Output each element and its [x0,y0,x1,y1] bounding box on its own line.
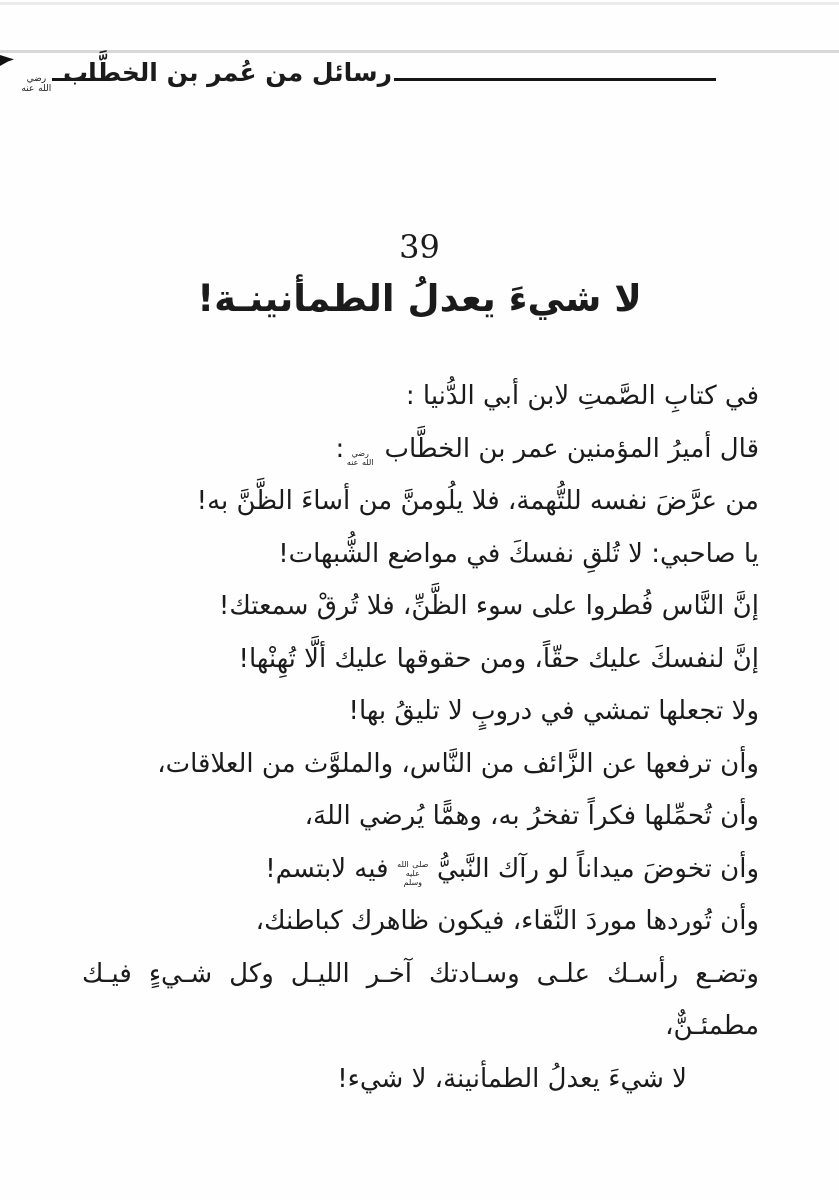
body-text-segment: ولا تجعلها تمشي في دروبٍ لا تليقُ بها! [348,696,759,726]
body-text-segment: قال أميرُ المؤمنين عمر بن الخطَّاب [376,433,759,464]
body-text-segment: إنَّ النَّاس فُطروا على سوء الظَّنِّ، فلا تُرقْ سمعتك! [218,591,759,621]
body-text-segment: فيه لابتسم! [265,853,397,884]
body-text-segment: من عرَّضَ نفسه للتُّهمة، فلا يلُومنَّ من أساءَ الظَّنَّ به! [196,486,759,516]
body-line [82,580,759,633]
body-line [82,1000,759,1053]
body-line [82,633,759,686]
body-text-segment: وأن تُحمِّلها فكراً تفخرُ به، وهمًّا يُرضي اللهَ، [304,801,759,831]
body-line [82,738,759,791]
chapter-number: 39 [399,228,440,266]
body-text-segment: في كتابِ الصَّمتِ لابن أبي الدُّنيا : [405,381,759,411]
body-text-segment: وأن تُوردها موردَ النَّقاء، فيكون ظاهرك كباطنك، [255,906,759,936]
honorific-symbol: صلى الله عليه وسلم [397,859,429,887]
body-line [82,948,759,1001]
body-line [82,1053,759,1106]
book-title [21,52,392,95]
body-line [82,370,759,423]
honorific-symbol: رضي الله عنه [346,448,374,467]
body-text-segment: إنَّ لنفسكَ عليك حقّاً، ومن حقوقها عليك ألَّا تُهِنْها! [238,643,759,674]
body-text-segment: يا صاحبي: لا تُلقِ نفسكَ في مواضع الشُّبهات! [278,538,759,569]
body-text-segment: وأن ترفعها عن الزَّائف من النَّاس، والملوَّث من العلاقات، [157,748,759,779]
body-text-segment: وتضـع رأسـك علـى وسـادتك آخـر الليـل وكل شـيءٍ فيـك [82,958,759,989]
body-text [82,370,759,1105]
radi-allahu-anhu-symbol: رضي الله عنه [21,74,52,94]
header-rule-right [394,78,716,81]
body-text-segment: لا شيءَ يعدلُ الطمأنينة، لا شيء! [337,1063,687,1094]
body-line [82,843,759,896]
body-line [82,895,759,948]
body-line [82,475,759,528]
chapter-heading [0,228,839,324]
scan-artifact-line-top [0,2,839,5]
body-line [82,423,759,476]
chapter-title: لا شيءَ يعدلُ الطمأنينـة! [197,277,642,320]
book-title-text: رسائل من عُمر بن الخطَّاب [63,58,392,87]
body-line [82,528,759,581]
body-text-segment: مطمئـنٌّ، [665,1011,759,1041]
body-line [82,790,759,843]
body-text-segment: : [335,433,345,464]
scan-artifact-mark [0,55,14,66]
body-line [82,685,759,738]
body-text-segment: وأن تخوضَ ميداناً لو رآك النَّبيُّ [428,853,759,884]
